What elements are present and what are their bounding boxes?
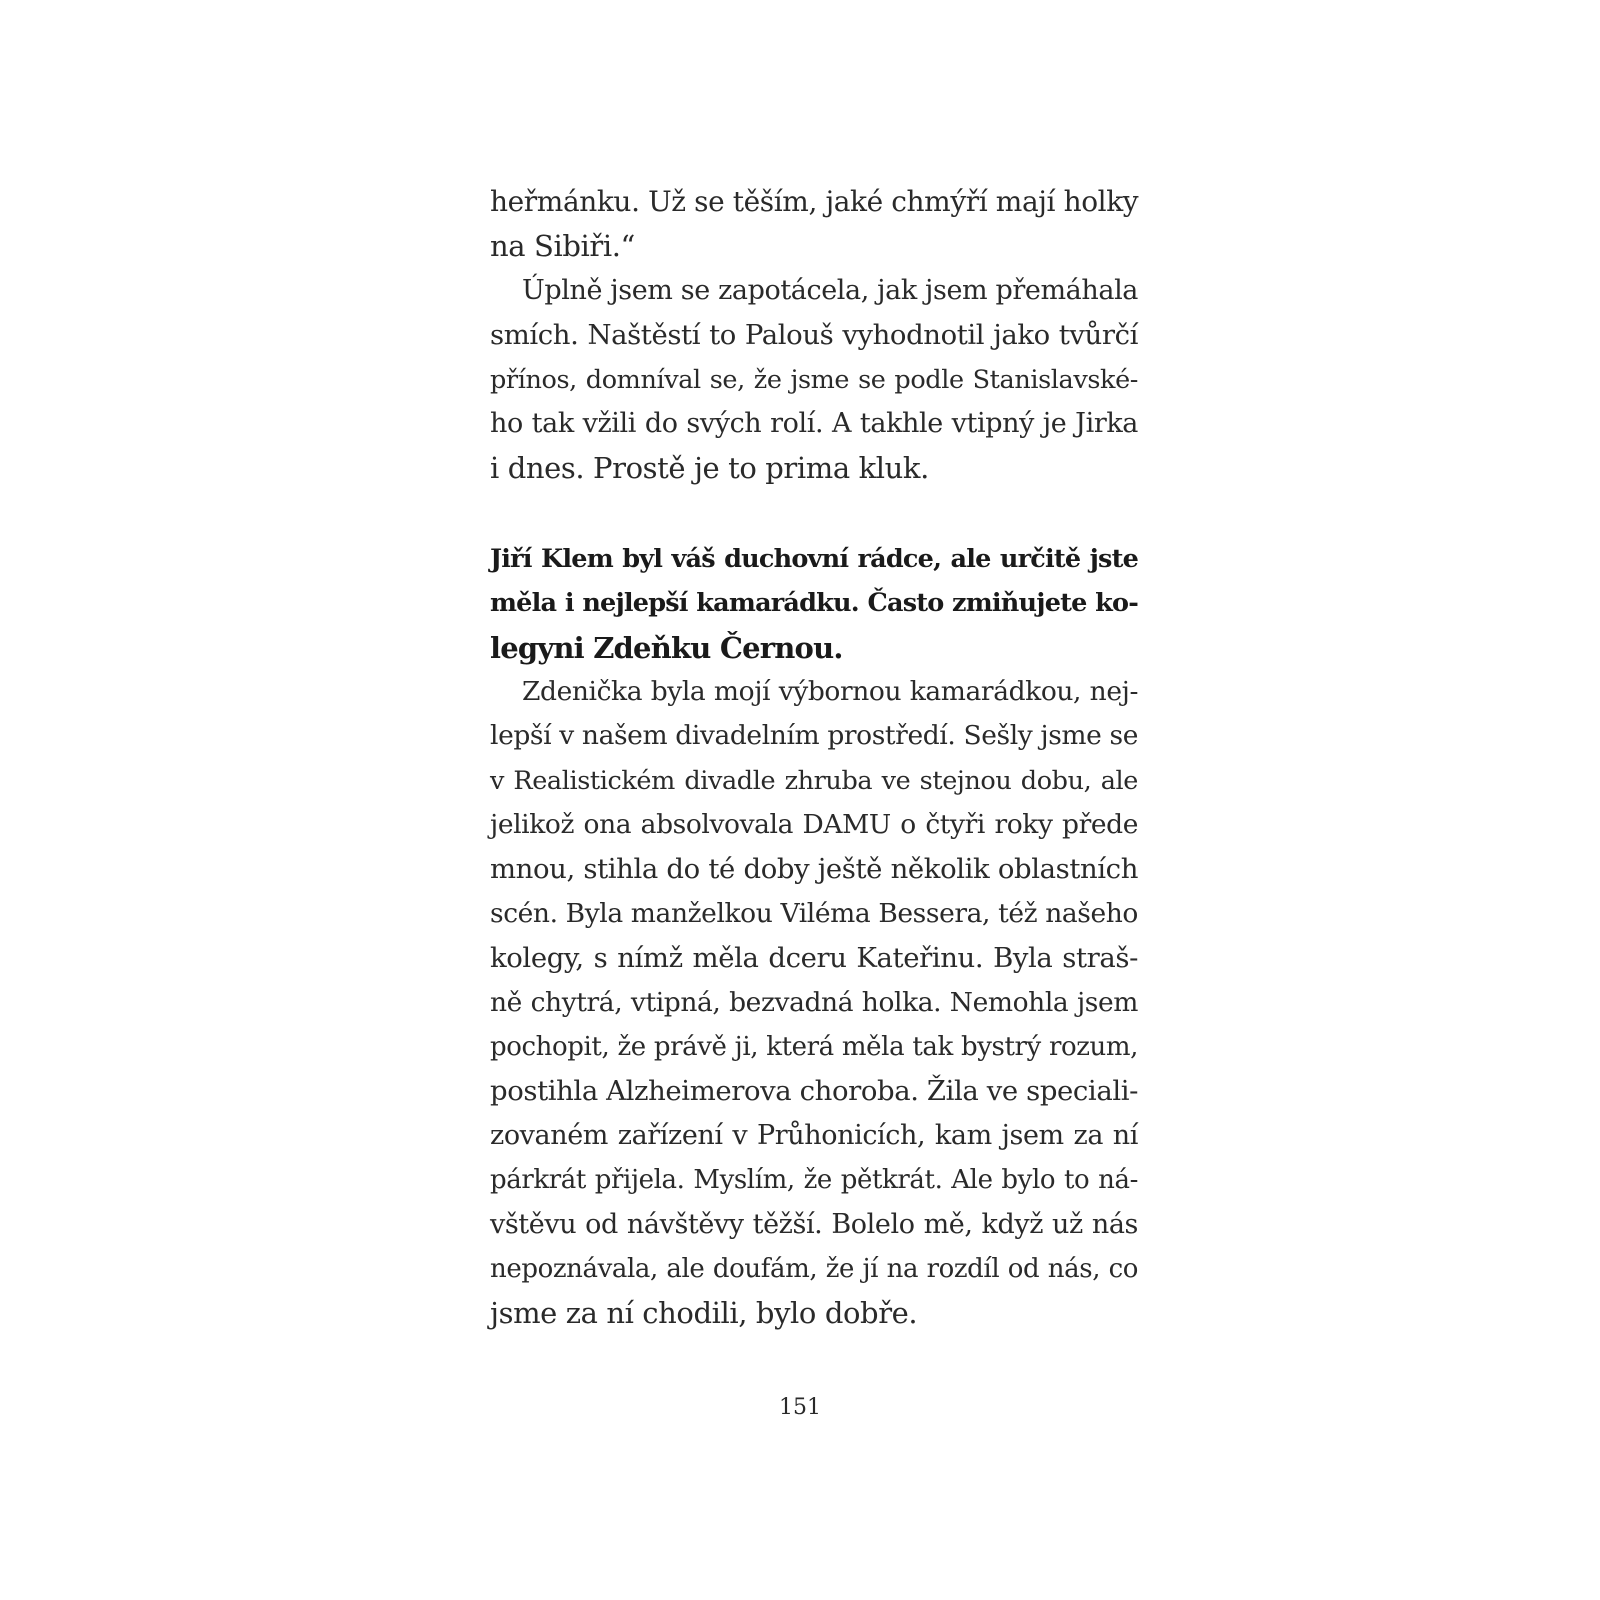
text-line: jsme za ní chodili, bylo dobře. <box>490 1296 918 1331</box>
text-line: pochopit, že právě ji, která měla tak bystrý rozum, <box>490 1032 1138 1063</box>
text-line: mnou, stihla do té doby ještě několik oblastních <box>490 853 1138 886</box>
text-line: ho tak vžili do svých rolí. A takhle vtipný je Jirka <box>490 407 1138 439</box>
text-line: Zdenička byla mojí výbornou kamarádkou, nej- <box>522 675 1138 707</box>
section-gap <box>490 491 1138 537</box>
text-line: v Realistickém divadle zhruba ve stejnou dobu, ale <box>490 765 1138 796</box>
book-page-text <box>490 180 1138 1336</box>
text-line: přínos, domníval se, že jsme se podle Stanislavské- <box>490 364 1138 395</box>
text-line: Úplně jsem se zapotácela, jak jsem přemáhala <box>522 274 1138 306</box>
text-line: kolegy, s nímž měla dceru Kateřinu. Byla straš- <box>490 942 1138 975</box>
paragraph-anecdote <box>490 269 1138 491</box>
question-line: měla i nejlepší kamarádku. Často zmiňujete ko- <box>490 588 1138 619</box>
question-line: Jiří Klem byl váš duchovní rádce, ale určitě jste <box>490 543 1138 574</box>
text-line: lepší v našem divadelním prostředí. Sešly jsme se <box>490 720 1138 752</box>
text-line: heřmánku. Už se těším, jaké chmýří mají holky <box>490 185 1139 218</box>
text-line: nepoznávala, ale doufám, že jí na rozdíl od nás, co <box>490 1253 1138 1284</box>
paragraph-continuation <box>490 180 1138 269</box>
text-line: postihla Alzheimerova choroba. Žila ve speciali- <box>490 1075 1138 1108</box>
text-line: jelikož ona absolvovala DAMU o čtyři roky přede <box>490 809 1138 841</box>
text-line: na Sibiři.“ <box>490 229 635 264</box>
text-line: ně chytrá, vtipná, bezvadná holka. Nemohla jsem <box>490 986 1138 1018</box>
text-line: vštěvu od návštěvy těžší. Bolelo mě, když už nás <box>490 1208 1138 1240</box>
interview-question <box>490 537 1138 670</box>
text-line: i dnes. Prostě je to prima kluk. <box>490 451 929 486</box>
text-line: zovaném zařízení v Průhonicích, kam jsem za ní <box>490 1119 1138 1151</box>
page-number: 151 <box>779 1395 821 1420</box>
text-line: párkrát přijela. Myslím, že pětkrát. Ale bylo to ná- <box>490 1165 1138 1196</box>
interview-answer <box>490 670 1138 1336</box>
question-line: legyni Zdeňku Černou. <box>490 630 843 665</box>
text-line: smích. Naštěstí to Palouš vyhodnotil jako tvůrčí <box>490 319 1138 352</box>
text-line: scén. Byla manželkou Viléma Bessera, též našeho <box>490 897 1138 929</box>
